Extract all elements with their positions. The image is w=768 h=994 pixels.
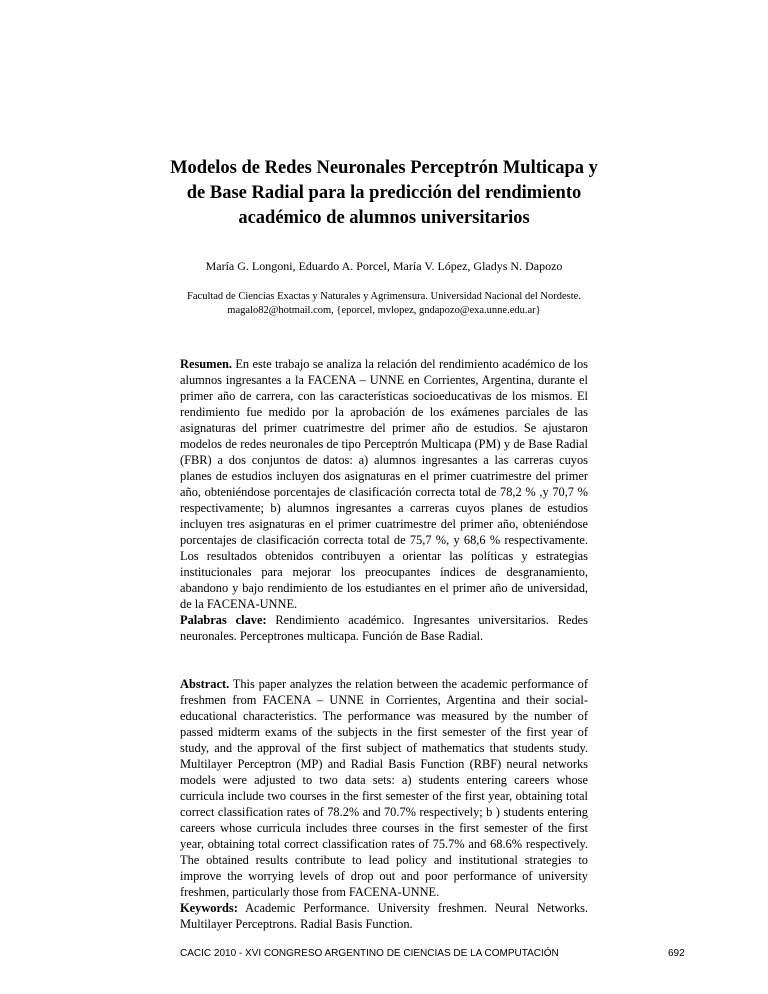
affiliation-emails: magalo82@hotmail.com, {eporcel, mvlopez, gndapozo@exa.unne.edu.ar} (227, 305, 541, 316)
resumen-text: En este trabajo se analiza la relación del rendimiento académico de los alumnos ingresantes a la FACENA – UNNE en Corrientes, Argentina, durante el primer año de carrera, con las características socioeducativas de los mismos. El rendimiento fue medido por la aprobación de los exámenes parciales de las asignaturas del primer cuatrimestre del primer año de estudios. Se ajustaron modelos de redes neuronales de tipo Perceptrón Multicapa (PM) y de Base Radial (FBR) a dos conjuntos de datos: a) alumnos ingresantes a las carreras cuyos planes de estudios incluyen dos asignaturas en el primer cuatrimestre del primer año, obteniéndose porcentajes de clasificación correcta total de 78,2 % ,y 70,7 % respectivamente; b) alumnos ingresantes a carreras cuyos planes de estudios incluyen tres asignaturas en el primer cuatrimestre del primer año, obteniéndose porcentajes de clasificación correcta total de 75,7 %, y 68,6 % respectivamente. Los resultados obtenidos contribuyen a orientar las políticas y estrategias institucionales para mejorar los preocupantes índices de desgranamiento, abandono y bajo rendimiento de los estudiantes en el primer año de universidad, de la FACENA-UNNE. (180, 357, 588, 611)
affiliation-institution: Facultad de Ciencias Exactas y Naturales y Agrimensura. Universidad Nacional del Nordeste. (187, 291, 581, 302)
resumen-section (180, 356, 588, 644)
abstract-section (180, 676, 588, 932)
keywords-text: Academic Performance. University freshmen. Neural Networks. Multilayer Perceptrons. Radial Basis Function. (180, 901, 588, 931)
palabras-clave-text: Rendimiento académico. Ingresantes universitarios. Redes neuronales. Perceptrones multicapa. Función de Base Radial. (180, 613, 588, 643)
footer-conference: CACIC 2010 - XVI CONGRESO ARGENTINO DE CIENCIAS DE LA COMPUTACIÓN (180, 948, 559, 959)
resumen-paragraph (180, 356, 588, 612)
palabras-clave (180, 612, 588, 644)
abstract-text: This paper analyzes the relation between the academic performance of freshmen from FACENA – UNNE in Corrientes, Argentina and their social-educational characteristics. The performance was measured by the number of passed midterm exams of the subjects in the first semester of the first year of study, and the approval of the first subject of mathematics that students study. Multilayer Perceptron (MP) and Radial Basis Function (RBF) neural networks models were adjusted to two data sets: a) students entering careers whose curricula include two courses in the first semester of the first year, obtaining total correct classification rates of 78.2% and 70.7% respectively; b ) students entering careers whose curricula includes three courses in the first semester of the first year, obtaining total correct classification rates of 75.7% and 68.6% respectively. The obtained results contribute to lead policy and institutional strategies to improve the worrying levels of drop out and poor performance of university freshmen, particularly those from FACENA-UNNE. (180, 677, 588, 899)
abstract-paragraph (180, 676, 588, 900)
keywords-label: Keywords: (180, 901, 238, 915)
keywords (180, 900, 588, 932)
resumen-label: Resumen. (180, 357, 232, 371)
affiliation (170, 290, 598, 318)
paper-title (140, 156, 628, 231)
title-line: de Base Radial para la predicción del rendimiento (186, 183, 582, 203)
authors: María G. Longoni, Eduardo A. Porcel, María V. López, Gladys N. Dapozo (205, 259, 563, 273)
page-number: 692 (668, 948, 685, 959)
title-line: académico de alumnos universitarios (238, 208, 530, 228)
title-line: Modelos de Redes Neuronales Perceptrón Multicapa y (170, 158, 598, 178)
palabras-clave-label: Palabras clave: (180, 613, 267, 627)
abstract-label: Abstract. (180, 677, 230, 691)
